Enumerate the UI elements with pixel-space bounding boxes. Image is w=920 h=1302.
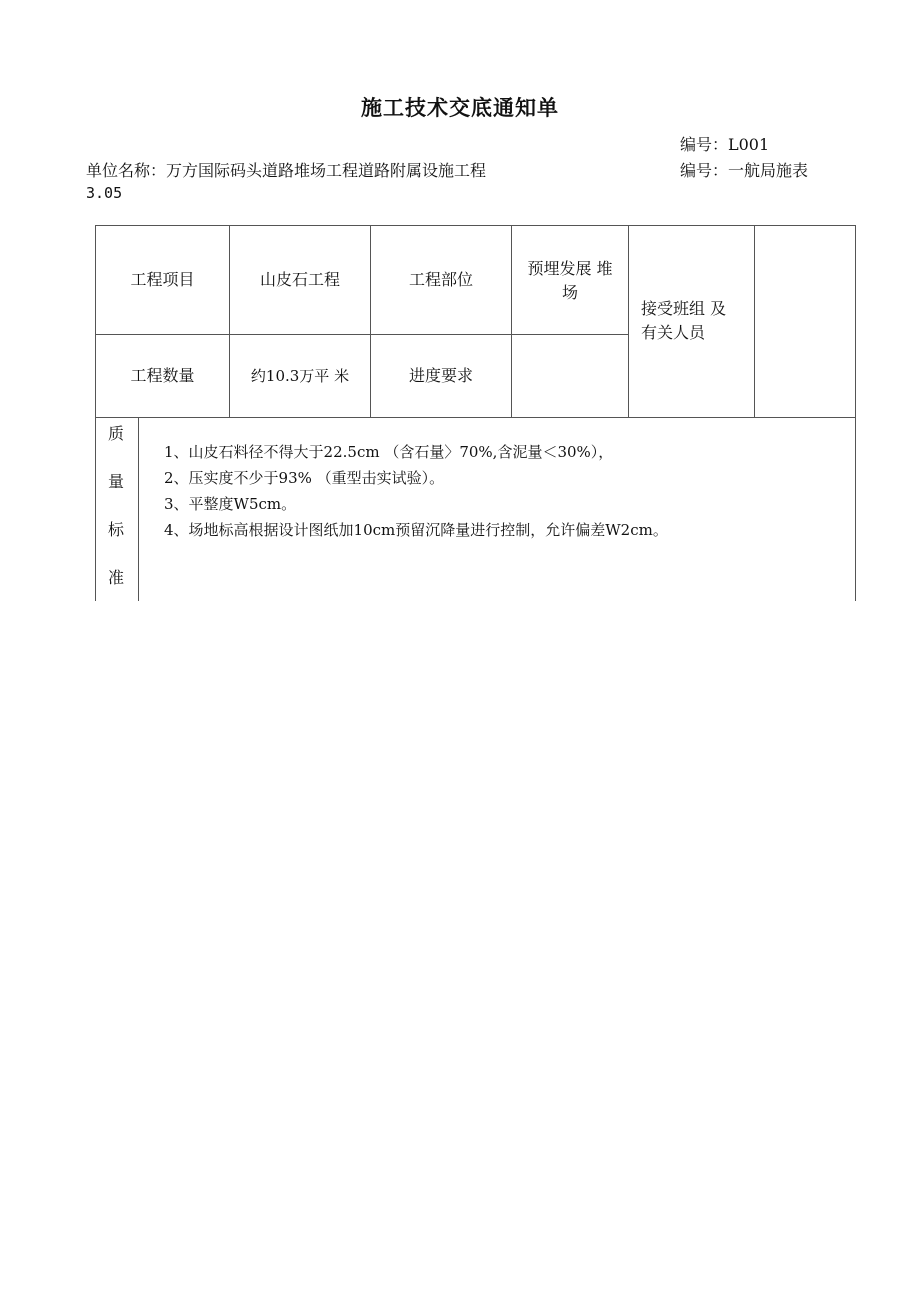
progress-value — [512, 335, 628, 417]
quantity-label: 工程数量 — [130, 366, 195, 385]
document-title: 施工技术交底通知单 — [361, 95, 559, 120]
unit-name: 单位名称：万方国际码头道路堆场工程道路附属设施工程 — [86, 161, 487, 180]
quality-label-char: 质 — [107, 424, 124, 443]
progress-label: 进度要求 — [408, 366, 473, 385]
quality-standard-list — [164, 439, 668, 543]
receiver-label-line1: 接受班组 及 — [641, 299, 727, 318]
receiver-label-line2: 有关人员 — [641, 323, 706, 342]
quality-item: 3、平整度W5cm。 — [164, 495, 297, 513]
quality-label-char: 标 — [107, 520, 124, 539]
quality-label-char: 准 — [107, 568, 124, 587]
quality-item: 4、场地标高根据设计图纸加10cm预留沉降量进行控制，允许偏差W2cm。 — [164, 521, 668, 539]
quality-item: 2、压实度不少于93% （重型击实试验）。 — [164, 469, 445, 487]
quality-item: 1、山皮石料径不得大于22.5cm （含石量〉70%,含泥量＜30%）， — [164, 443, 614, 461]
project-part-value-line2: 场 — [561, 283, 578, 302]
receiver-signature-cell — [755, 226, 855, 417]
document-number: 编号：L001 — [680, 135, 770, 154]
project-part-value-line1: 预埋发展 堆 — [527, 259, 613, 278]
project-part-value — [512, 256, 628, 306]
project-item-value: 山皮石工程 — [259, 270, 340, 289]
form-version: 3.05 — [86, 184, 123, 202]
project-item-label: 工程项目 — [130, 270, 195, 289]
quantity-value: 约10.3万平 米 — [250, 367, 350, 385]
receiver-label — [629, 296, 754, 346]
form-number: 编号：一航局施表 — [680, 161, 809, 180]
project-part-label: 工程部位 — [408, 270, 473, 289]
quality-label-char: 量 — [107, 472, 124, 491]
